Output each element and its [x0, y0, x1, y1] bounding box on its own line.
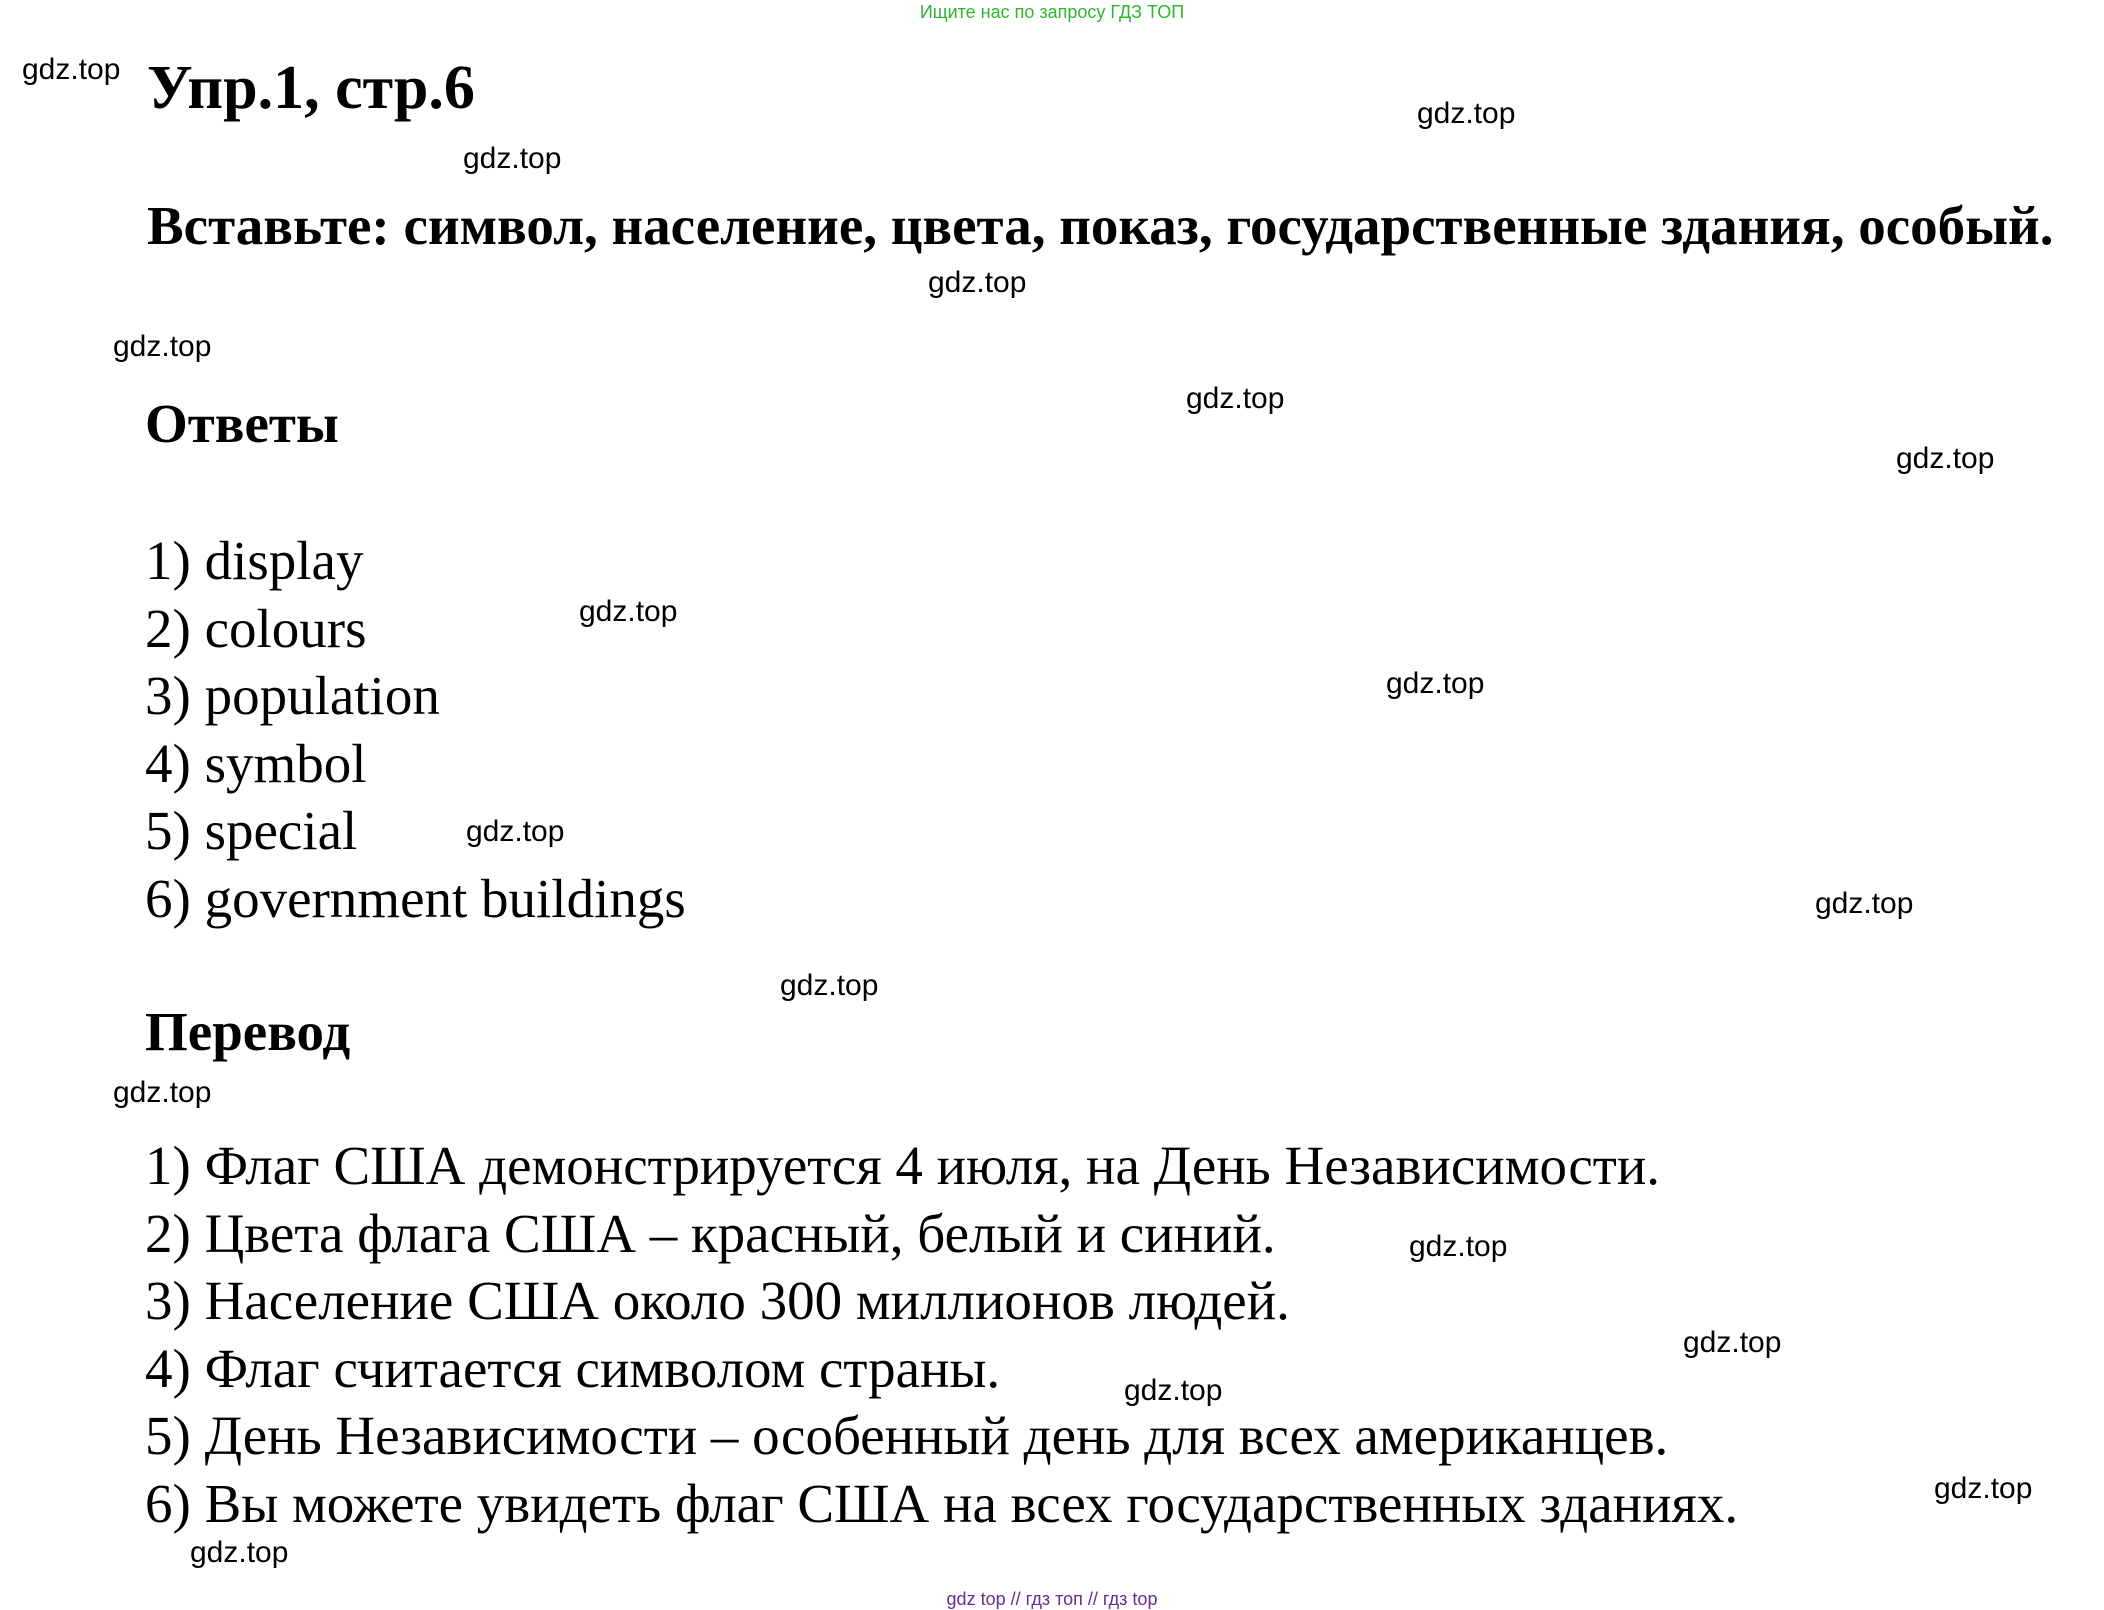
answer-item: 2) colours [145, 597, 367, 659]
translation-list [145, 1132, 1738, 1537]
translation-heading: Перевод [145, 1001, 351, 1062]
watermark: gdz.top [1896, 442, 1995, 475]
watermark: gdz.top [22, 53, 121, 86]
footer-links: gdz top // гдз топ // гдз top [946, 1589, 1158, 1609]
answers-heading: Ответы [145, 393, 339, 454]
watermark: gdz.top [113, 1076, 212, 1109]
watermark: gdz.top [190, 1536, 289, 1569]
translation-item: 2) Цвета флага США – красный, белый и синий. [145, 1202, 1276, 1264]
watermark: gdz.top [1683, 1326, 1782, 1359]
watermark: gdz.top [1386, 667, 1485, 700]
answer-item: 6) government buildings [145, 867, 686, 929]
watermark: gdz.top [1934, 1472, 2033, 1505]
watermark: gdz.top [1409, 1230, 1508, 1263]
translation-item: 3) Население США около 300 миллионов людей. [145, 1270, 1290, 1331]
watermark: gdz.top [1186, 382, 1285, 415]
answers-list [145, 527, 686, 932]
watermark: gdz.top [780, 969, 879, 1002]
watermark: gdz.top [1417, 97, 1516, 130]
top-banner: Ищите нас по запросу ГДЗ ТОП [919, 2, 1185, 22]
watermark: gdz.top [466, 815, 565, 848]
translation-item: 4) Флаг считается символом страны. [145, 1337, 1001, 1399]
answer-item: 5) special [145, 800, 358, 861]
translation-item: 1) Флаг США демонстрируется 4 июля, на День Независимости. [145, 1135, 1660, 1196]
answer-item: 1) display [145, 530, 364, 591]
watermark: gdz.top [579, 595, 678, 628]
answer-item: 4) symbol [145, 732, 367, 794]
translation-item: 5) День Независимости – особенный день для всех американцев. [145, 1405, 1669, 1466]
watermark: gdz.top [463, 142, 562, 175]
translation-item: 6) Вы можете увидеть флаг США на всех государственных зданиях. [145, 1472, 1739, 1534]
task-instruction: Вставьте: символ, население, цвета, показ, государственные здания, особый. [147, 195, 2054, 256]
watermark: gdz.top [1124, 1374, 1223, 1407]
watermark: gdz.top [113, 330, 212, 363]
answer-item: 3) population [145, 665, 440, 726]
watermark: gdz.top [928, 266, 1027, 299]
watermark: gdz.top [1815, 887, 1914, 920]
page-title: Упр.1, стр.6 [147, 54, 475, 122]
